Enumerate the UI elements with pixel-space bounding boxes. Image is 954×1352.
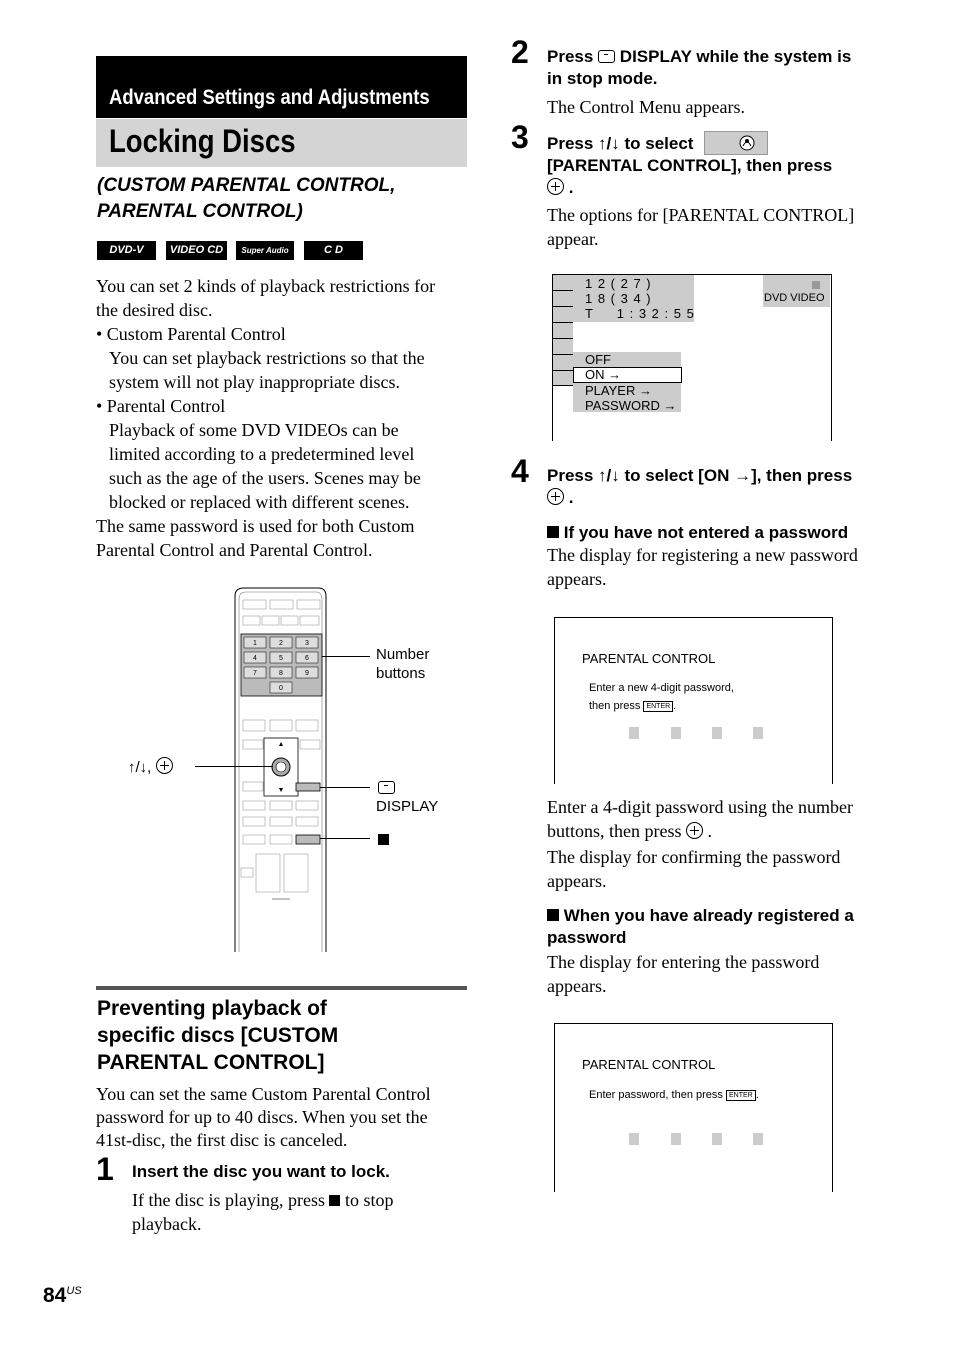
- screen1-line2: then press ENTER .: [589, 700, 677, 712]
- screen1-line1: Enter a new 4-digit password,: [589, 682, 734, 694]
- page-title-bar: [96, 119, 467, 167]
- menu-option-on[interactable]: ON →: [585, 367, 622, 382]
- remote-key-9: 9: [305, 670, 309, 677]
- screen1-title: PARENTAL CONTROL: [582, 651, 716, 666]
- heading-rule: [96, 986, 467, 990]
- step-4-title: Press ↑/↓ to select [ON →], then press .: [547, 466, 853, 507]
- enter-key-label: ENTER: [726, 1090, 756, 1101]
- leader-line-display: [320, 787, 370, 788]
- password-digit-4: [753, 727, 763, 739]
- step-4-number: 4: [511, 453, 529, 489]
- step-2-number: 2: [511, 34, 529, 70]
- password-digit-3: [712, 1133, 722, 1145]
- remote-key-1: 1: [253, 640, 257, 647]
- stop-icon: [329, 1195, 340, 1206]
- control-menu-screen: [552, 274, 832, 441]
- menu-option-password[interactable]: PASSWORD →: [585, 398, 677, 413]
- step-3-number: 3: [511, 119, 529, 155]
- leader-line-arrows: [195, 766, 273, 767]
- menu-icon-column: [553, 275, 573, 441]
- remote-key-2: 2: [279, 640, 283, 647]
- callout-number-buttons: Number buttons: [376, 646, 430, 682]
- heading-custom-parental-control: Preventing playback of specific discs [CUSTOM PARENTAL CONTROL]: [97, 997, 339, 1074]
- remote-key-6: 6: [305, 655, 309, 662]
- display-icon: [598, 50, 615, 63]
- step-3-body: The options for [PARENTAL CONTROL] appear.: [547, 205, 855, 249]
- enter-password-screen: [554, 1023, 833, 1192]
- enter-icon: [547, 178, 564, 195]
- menu-title-number: 1 2 ( 2 7 ): [585, 276, 652, 291]
- password-digit-2: [671, 727, 681, 739]
- screen2-line1: Enter password, then press ENTER .: [589, 1089, 759, 1101]
- password-digit-3: [712, 727, 722, 739]
- remote-key-0: 0: [279, 685, 283, 692]
- menu-disc-type: DVD VIDEO: [764, 292, 825, 304]
- menu-option-player[interactable]: PLAYER →: [585, 383, 652, 398]
- step-2-title: Press DISPLAY while the system is in stop mode.: [547, 47, 852, 88]
- menu-time: T 1 : 3 2 : 5 5: [585, 306, 695, 321]
- step-1-title: Insert the disc you want to lock.: [132, 1162, 390, 1181]
- registered-heading: When you have already registered a password: [547, 906, 854, 947]
- badge-video-cd: VIDEO CD: [166, 241, 227, 260]
- remote-control-illustration: [232, 586, 332, 952]
- remote-stop-button: [296, 835, 320, 844]
- enter-icon: [686, 822, 703, 839]
- remote-key-3: 3: [305, 640, 309, 647]
- bullet-parental: • Parental Control: [96, 396, 226, 416]
- remote-display-button: [296, 783, 320, 791]
- remote-key-7: 7: [253, 670, 257, 677]
- step-2-body: The Control Menu appears.: [547, 97, 745, 117]
- enter-password-text: Enter a 4-digit password using the number buttons, then press . The display for confirming the password appears.: [547, 797, 853, 891]
- password-digit-2: [671, 1133, 681, 1145]
- menu-option-off[interactable]: OFF: [585, 352, 611, 367]
- enter-icon: [156, 757, 173, 774]
- parental-control-icon: [704, 131, 768, 155]
- step-3-title: Press ↑/↓ to select [PARENTAL CONTROL], then press .: [547, 131, 887, 199]
- custom-description: You can set the same Custom Parental Control password for up to 40 discs. When you set the 41st-disc, the first disc is canceled.: [96, 1084, 431, 1150]
- page-title: Locking Discs: [109, 123, 296, 159]
- badge-super-audio-cd: Super Audio CD: [236, 241, 294, 260]
- password-digit-4: [753, 1133, 763, 1145]
- page-number: $84^{US}$: [43, 1284, 82, 1307]
- badge-dvd-v: DVD-V: [97, 241, 156, 260]
- step-1-body: If the disc is playing, press to stop playback.: [132, 1190, 394, 1234]
- subtitle-line-1: (CUSTOM PARENTAL CONTROL,: [97, 175, 396, 196]
- enter-icon: [547, 488, 564, 505]
- registered-body: The display for entering the password appears.: [547, 952, 820, 996]
- menu-chapter-number: 1 8 ( 3 4 ): [585, 291, 652, 306]
- no-password-body: The display for registering a new password appears.: [547, 545, 858, 589]
- callout-display: DISPLAY: [376, 798, 439, 815]
- stop-icon: [378, 832, 389, 850]
- leader-line-number: [322, 656, 370, 657]
- leader-line-stop: [320, 838, 370, 839]
- subtitle-line-2: PARENTAL CONTROL): [97, 201, 303, 222]
- new-password-screen: [554, 617, 833, 784]
- step-1-number: 1: [96, 1151, 114, 1187]
- intro-text: You can set 2 kinds of playback restrictions for the desired disc. • Custom Parental Control You can set playback restrictions so that the system will not play inappropriate discs. • Parental Control Playback of some DVD VIDEOs can be limited according to a predetermined level such as the age of the users. Scenes may be blocked or replaced with different scenes. The same password is used for both Custom Parental Control and Parental Control.: [96, 274, 468, 562]
- section-header-bar: [96, 56, 467, 118]
- password-digit-1: [629, 727, 639, 739]
- badge-cd: C D: [304, 241, 363, 260]
- no-password-heading: If you have not entered a password: [547, 522, 848, 544]
- bullet-custom-parental: • Custom Parental Control: [96, 324, 286, 344]
- screen2-title: PARENTAL CONTROL: [582, 1057, 716, 1072]
- password-digit-1: [629, 1133, 639, 1145]
- display-icon: [378, 780, 395, 798]
- section-title: Advanced Settings and Adjustments: [109, 86, 430, 109]
- remote-key-8: 8: [279, 670, 283, 677]
- enter-key-label: ENTER: [643, 701, 673, 712]
- callout-arrows-enter: ↑/↓,: [128, 757, 173, 777]
- remote-key-5: 5: [279, 655, 283, 662]
- remote-key-4: 4: [253, 655, 257, 662]
